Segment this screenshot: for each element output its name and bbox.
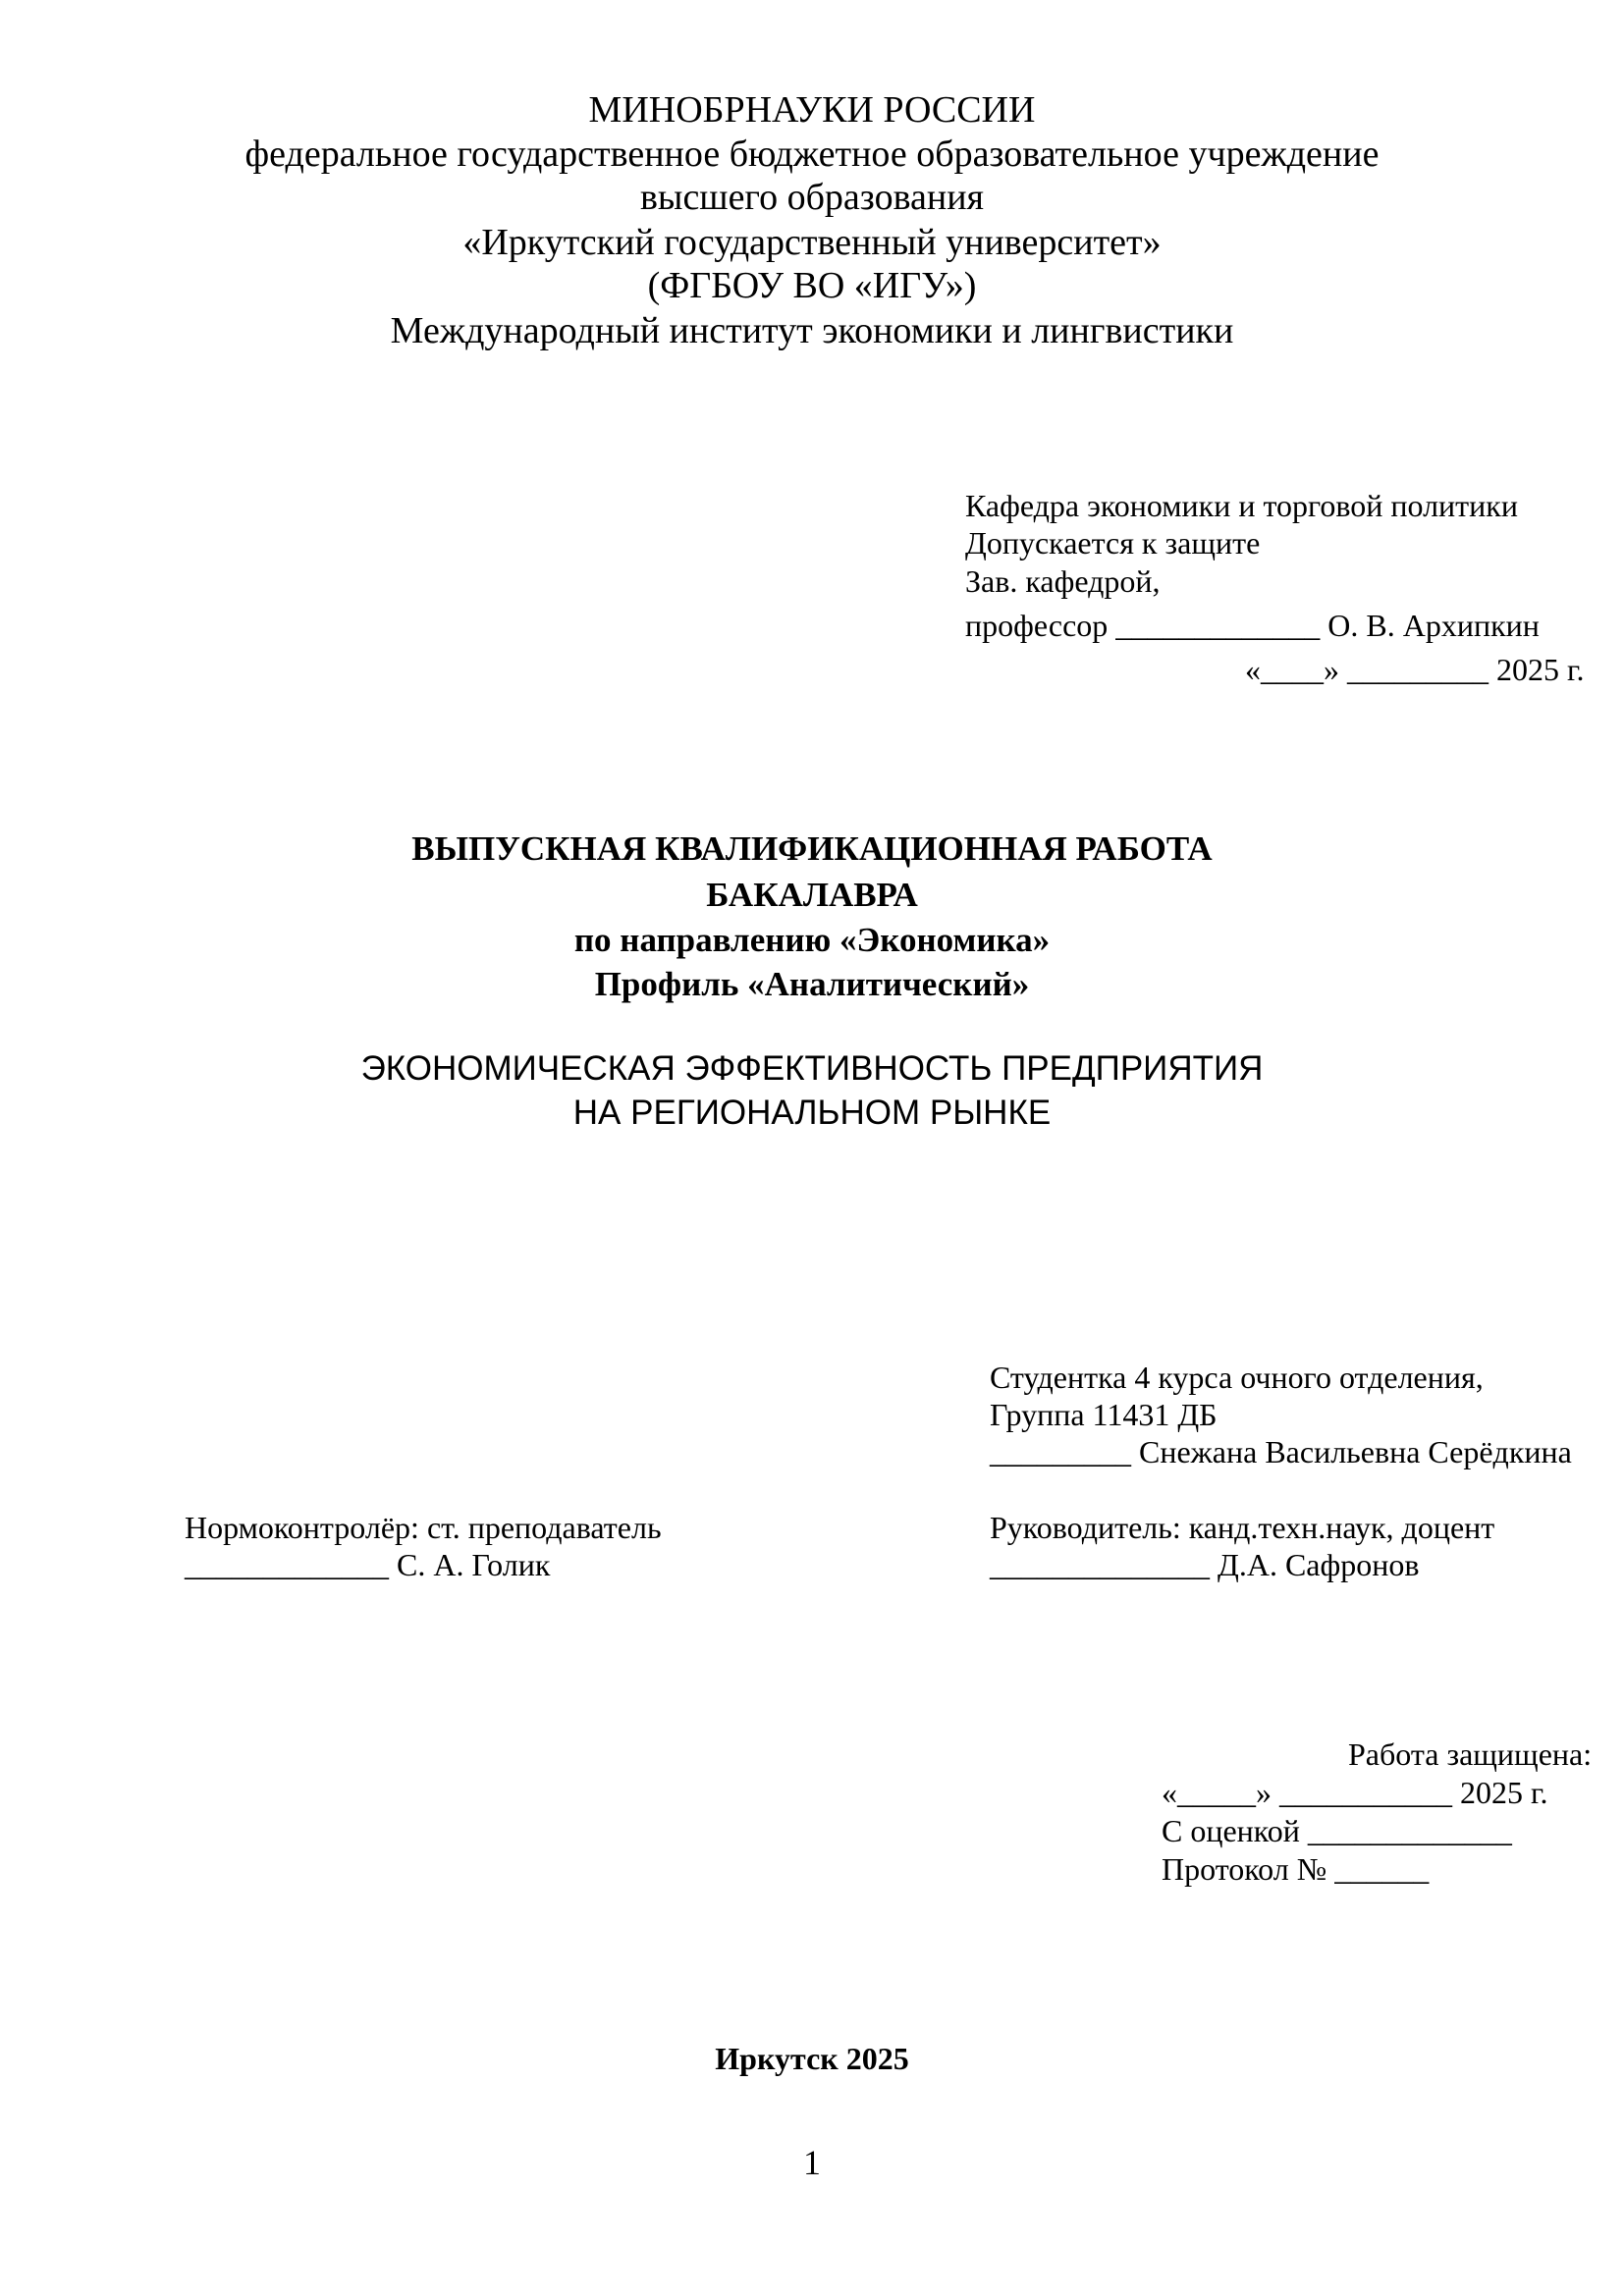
university-abbreviation: (ФГБОУ ВО «ИГУ»)	[647, 265, 977, 306]
normcontroller-label: Нормоконтролёр: ст. преподаватель	[185, 1510, 662, 1545]
supervisor-signature-line: ______________ Д.А. Сафронов	[990, 1547, 1420, 1582]
city-year: Иркутск 2025	[715, 2041, 909, 2076]
defense-label: Работа защищена:	[1348, 1736, 1593, 1772]
study-profile: Профиль «Аналитический»	[594, 965, 1030, 1003]
student-group: Группа 11431 ДБ	[990, 1397, 1218, 1432]
study-direction: по направлению «Экономика»	[573, 921, 1051, 959]
work-type-line-1: ВЫПУСКНАЯ КВАЛИФИКАЦИОННАЯ РАБОТА	[411, 829, 1213, 868]
defense-date-line: «_____» ___________ 2025 г.	[1162, 1775, 1548, 1810]
admitted-to-defense: Допускается к защите	[965, 525, 1261, 561]
defense-protocol-line: Протокол № ______	[1162, 1851, 1430, 1887]
professor-signature-line: профессор _____________ О. В. Архипкин	[965, 608, 1540, 643]
thesis-topic-line-1: ЭКОНОМИЧЕСКАЯ ЭФФЕКТИВНОСТЬ ПРЕДПРИЯТИЯ	[360, 1049, 1264, 1088]
institution-type-line-2: высшего образования	[639, 177, 985, 218]
university-name: «Иркутский государственный университет»	[462, 222, 1162, 263]
student-signature-line: _________ Снежана Васильевна Серёдкина	[990, 1434, 1572, 1469]
ministry-name: МИНОБРНАУКИ РОССИИ	[588, 89, 1036, 131]
department-name: Кафедра экономики и торговой политики	[965, 488, 1518, 523]
student-status: Студентка 4 курса очного отделения,	[990, 1360, 1484, 1395]
supervisor-label: Руководитель: канд.техн.наук, доцент	[990, 1510, 1495, 1545]
defense-grade-line: С оценкой _____________	[1162, 1813, 1512, 1848]
normcontroller-signature-line: _____________ С. А. Голик	[185, 1547, 551, 1582]
page-number: 1	[803, 2143, 821, 2182]
approval-date-line: «____» _________ 2025 г.	[1245, 652, 1585, 687]
institute-name: Международный институт экономики и лингвистики	[390, 310, 1234, 351]
thesis-topic-line-2: НА РЕГИОНАЛЬНОМ РЫНКЕ	[572, 1094, 1052, 1132]
institution-type-line-1: федеральное государственное бюджетное образовательное учреждение	[244, 133, 1380, 175]
work-type-line-2: БАКАЛАВРА	[706, 876, 918, 914]
head-of-department-label: Зав. кафедрой,	[965, 563, 1161, 599]
